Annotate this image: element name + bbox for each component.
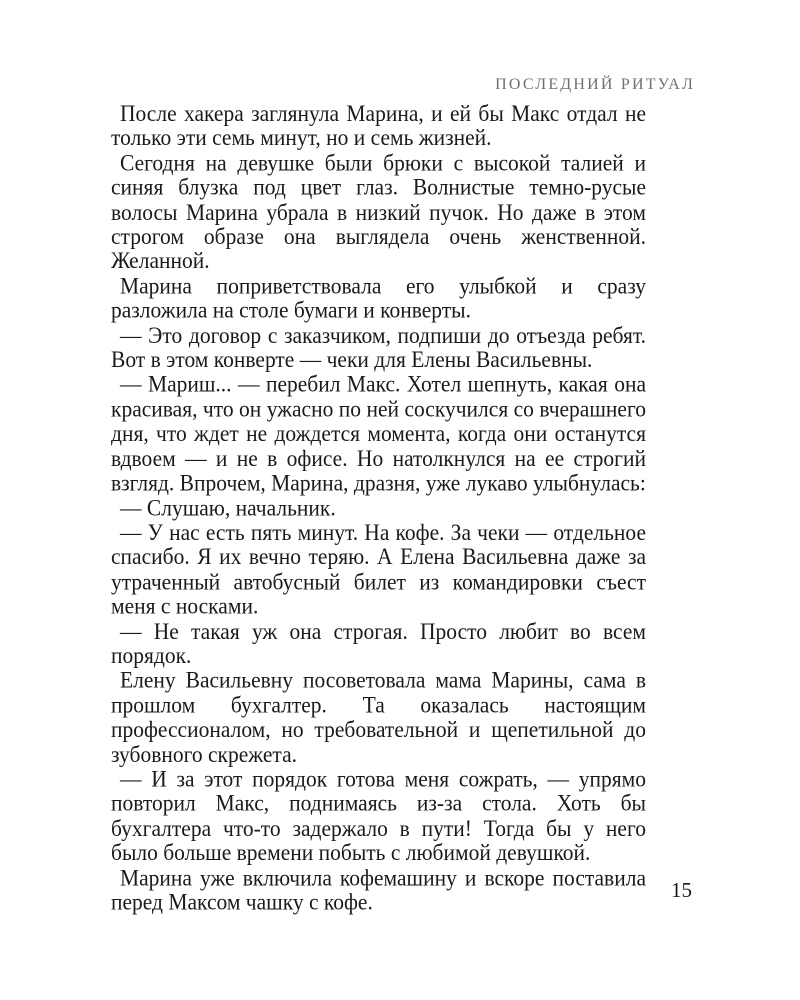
paragraph: — И за этот порядок готова меня сожрать, — упрямо повторил Макс, поднимаясь из-за стола. Хоть бы бухгалтера что-то задержало в пути! Тогда бы у него было больше времени побыть с любимой девушкой. — [111, 765, 646, 866]
paragraph: — Слушаю, начальник. — [120, 494, 336, 521]
page-number: 15 — [671, 878, 692, 902]
paragraph: — У нас есть пять минут. На кофе. За чеки — отдельное спасибо. Я их вечно теряю. А Елена Васильевна даже за утраченный автобусный билет из командировки съест меня с носками. — [111, 518, 646, 620]
paragraph: После хакера заглянула Марина, и ей бы Макс отдал не только эти семь минут, но и семь жизней. — [111, 99, 646, 151]
paragraph: Сегодня на девушке были брюки с высокой талией и синяя блузка под цвет глаз. Волнистые темно-русые волосы Марина убрала в низкий пучок. Но даже в этом строгом образе она выглядела очень женственной. Желанной. — [111, 149, 646, 275]
paragraph: — Это договор с заказчиком, подпиши до отъезда ребят. Вот в этом конверте — чеки для Елены Васильевны. — [111, 321, 646, 373]
paragraph: Марина уже включила кофемашину и вскоре поставила перед Максом чашку с кофе. — [111, 863, 646, 915]
paragraph: Елену Васильевну посоветовала мама Марины, сама в прошлом бухгалтер. Та оказалась настоящим профессионалом, но требовательной и щепетильной до зубовного скрежета. — [111, 666, 646, 768]
running-header: ПОСЛЕДНИЙ РИТУАЛ — [495, 76, 695, 93]
paragraph: Марина поприветствовала его улыбкой и сразу разложила на столе бумаги и конверты. — [111, 272, 646, 324]
body-text — [111, 101, 646, 914]
paragraph: — Мариш... — перебил Макс. Хотел шепнуть, какая она красивая, что он ужасно по ней соскучился со вчерашнего дня, что ждет не дождется момента, когда они останутся вдвоем — и не в офисе. Но натолкнулся на ее строгий взгляд. Впрочем, Марина, дразня, уже лукаво улыбнулась: — [111, 371, 646, 497]
paragraph: — Не такая уж она строгая. Просто любит во всем порядок. — [111, 617, 646, 669]
